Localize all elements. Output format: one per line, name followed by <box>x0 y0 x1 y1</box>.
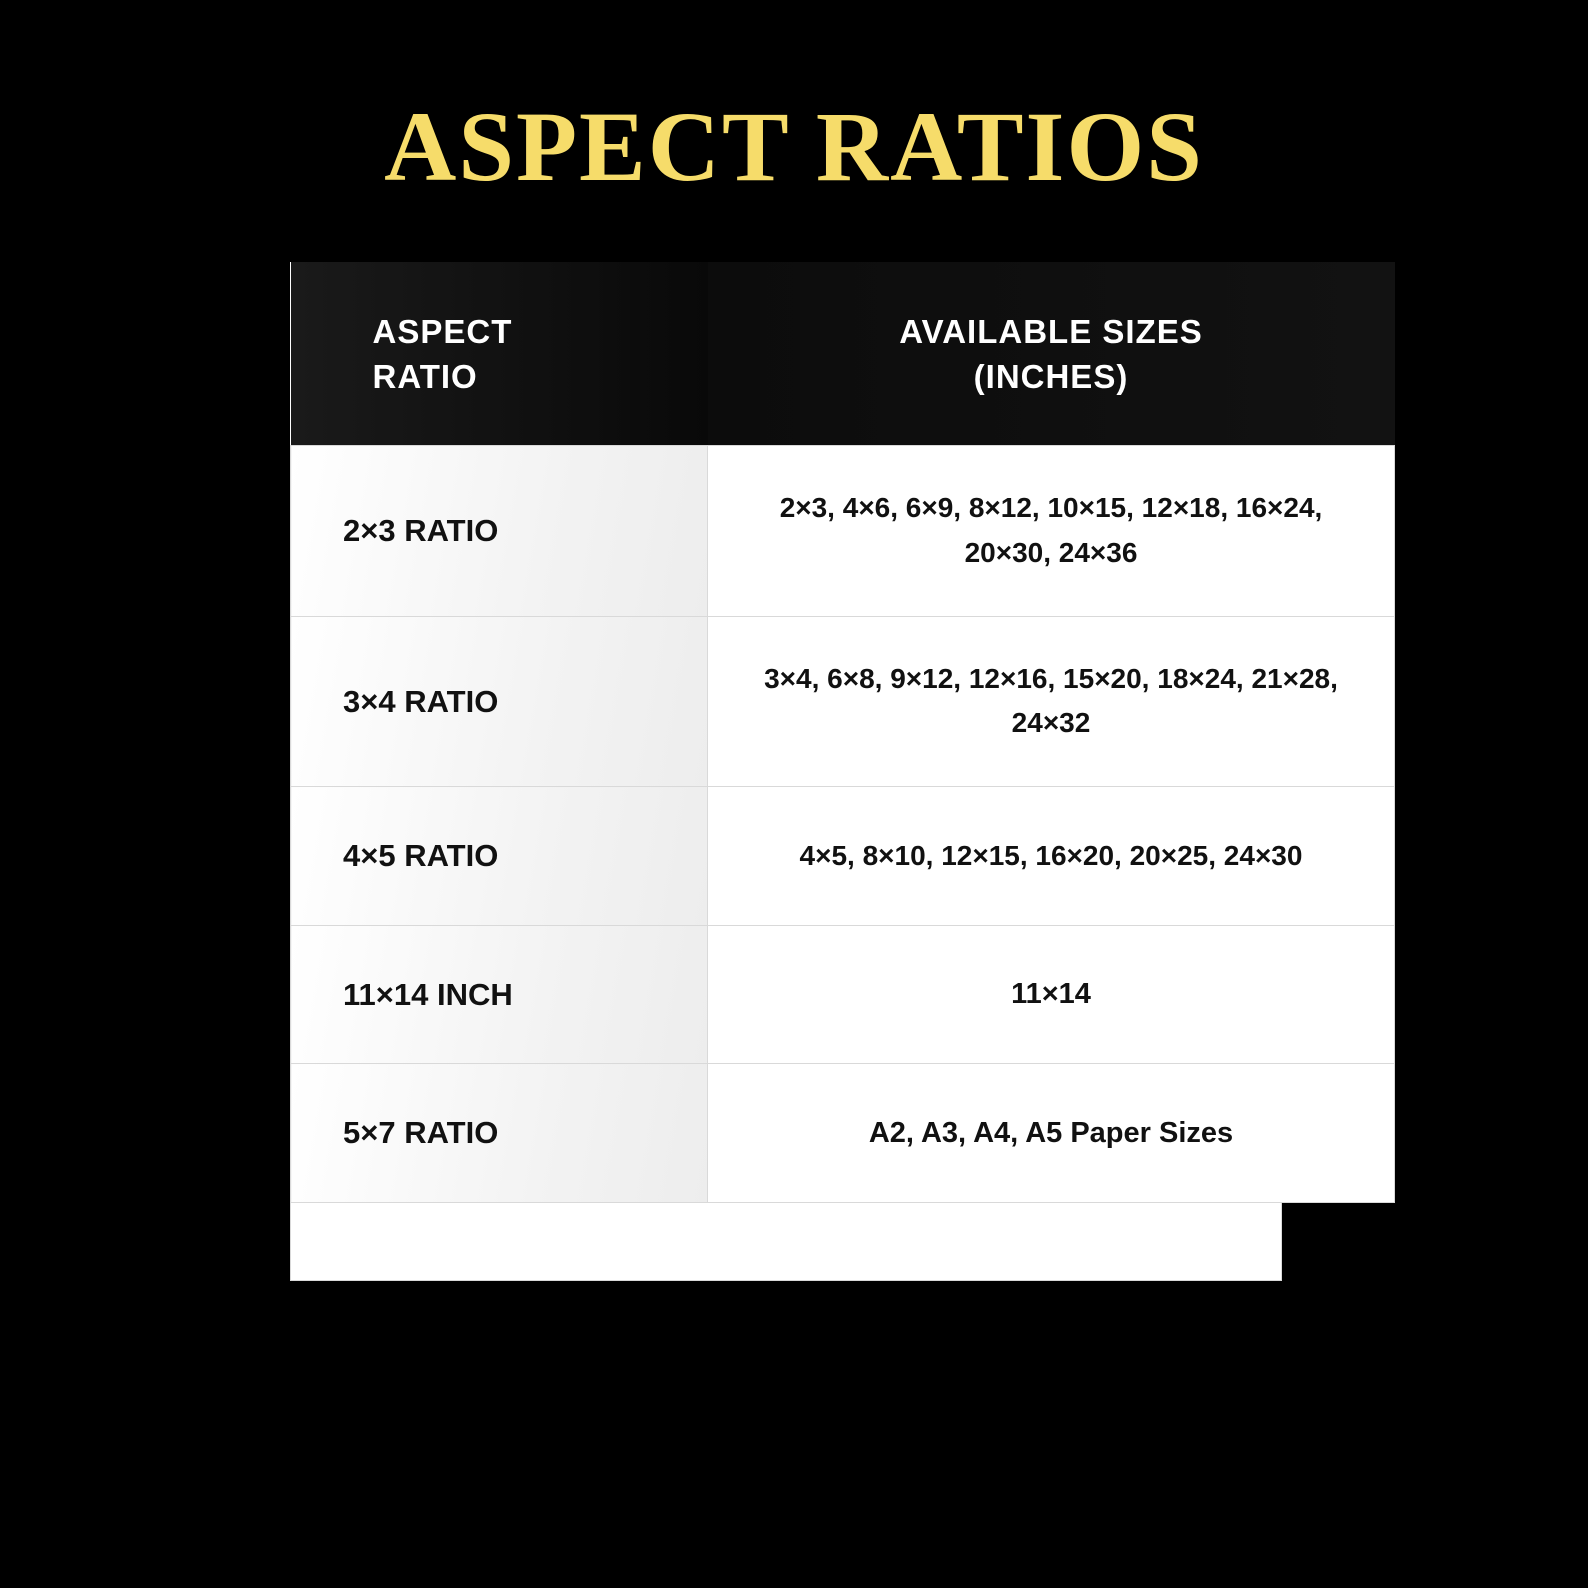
table-body <box>291 446 1395 1203</box>
column-header-aspect-ratio-line2: RATIO <box>372 357 478 395</box>
cell-sizes: A2, A3, A4, A5 Paper Sizes <box>708 1064 1395 1203</box>
cell-ratio: 11×14 INCH <box>291 925 708 1064</box>
page-title: ASPECT RATIOS <box>384 91 1204 202</box>
table-row <box>291 446 1395 617</box>
column-header-available-sizes <box>708 262 1395 446</box>
cell-ratio: 3×4 RATIO <box>291 616 708 787</box>
table-header-row <box>291 262 1395 446</box>
table-row <box>291 1064 1395 1203</box>
table-header <box>291 262 1395 446</box>
cell-sizes: 11×14 <box>708 925 1395 1064</box>
cell-ratio: 2×3 RATIO <box>291 446 708 617</box>
aspect-ratio-table <box>290 262 1395 1203</box>
column-header-available-sizes-line1: AVAILABLE SIZES <box>899 313 1203 350</box>
aspect-ratio-table-container <box>290 262 1338 1281</box>
column-header-aspect-ratio <box>291 262 708 446</box>
column-header-available-sizes-line2: (INCHES) <box>973 357 1129 395</box>
cell-sizes: 3×4, 6×8, 9×12, 12×16, 15×20, 18×24, 21×28, 24×32 <box>708 616 1395 787</box>
cell-ratio: 5×7 RATIO <box>291 1064 708 1203</box>
table-footer-strip <box>290 1203 1282 1281</box>
cell-ratio: 4×5 RATIO <box>291 787 708 926</box>
table-row <box>291 616 1395 787</box>
cell-sizes: 2×3, 4×6, 6×9, 8×12, 10×15, 12×18, 16×24, 20×30, 24×36 <box>708 446 1395 617</box>
cell-sizes: 4×5, 8×10, 12×15, 16×20, 20×25, 24×30 <box>708 787 1395 926</box>
table-row <box>291 787 1395 926</box>
column-header-aspect-ratio-line1: ASPECT <box>372 313 513 350</box>
table-row <box>291 925 1395 1064</box>
